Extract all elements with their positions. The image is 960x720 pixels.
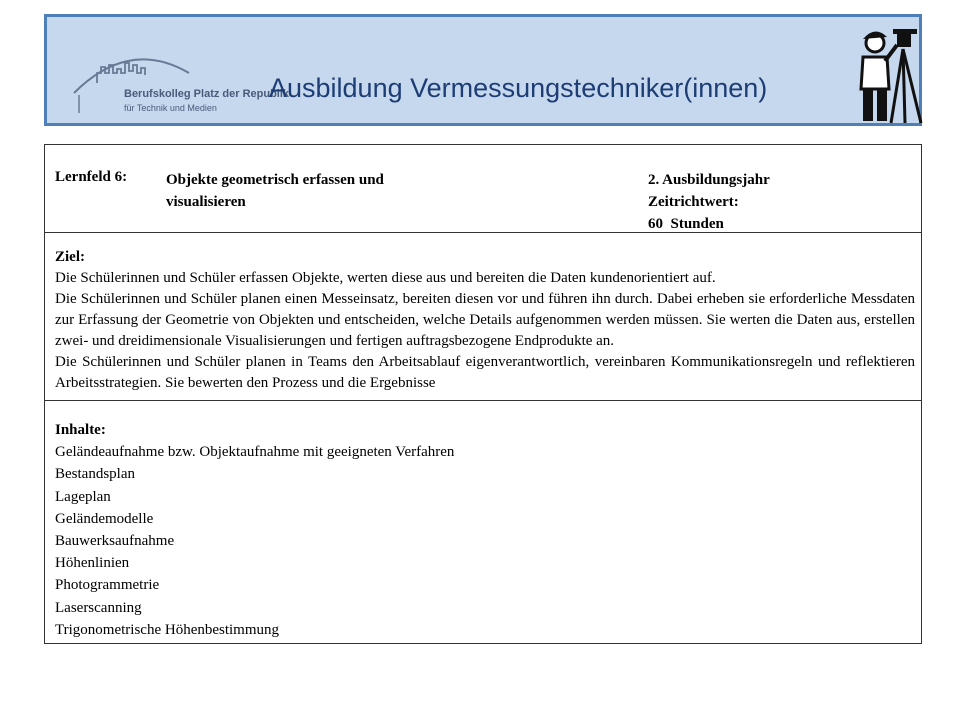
content-list-item: Lageplan	[55, 488, 111, 505]
training-year: 2. Ausbildungsjahr	[648, 172, 770, 188]
content-list-item: Trigonometrische Höhenbestimmung	[55, 621, 280, 638]
goal-paragraph: Die Schülerinnen und Schüler erfassen Objekte, werten diese aus und bereiten die Daten kundenorientiert auf.	[55, 270, 716, 286]
school-subtitle: für Technik und Medien	[124, 103, 217, 113]
goal-paragraph: Die Schülerinnen und Schüler planen in Teams den Arbeitsablauf eigenverantwortlich, vereinbaren Kommunikationsregeln und reflektieren Arbeitsstrategien. Sie bewerten den Prozess und die Ergebnisse	[55, 354, 915, 391]
goal-heading: Ziel:	[55, 249, 85, 265]
school-logo	[69, 43, 299, 123]
module-title-line: visualisieren	[166, 194, 246, 210]
school-name: Berufskolleg Platz der Republik	[124, 88, 290, 100]
module-label: Lernfeld 6:	[55, 169, 128, 185]
page-title: Ausbildung Vermessungstechniker(innen)	[269, 73, 768, 103]
module-title	[166, 169, 466, 213]
content-heading: Inhalte:	[55, 422, 106, 438]
module-meta	[648, 169, 770, 235]
content-list-item: Bestandsplan	[55, 466, 135, 483]
module-header-cell	[45, 145, 922, 233]
surveyor-icon	[847, 19, 927, 125]
content-list-item: Photogrammetrie	[55, 577, 160, 594]
time-value: 60 Stunden	[648, 216, 724, 232]
header-banner	[44, 14, 922, 126]
content-list-item: Geländemodelle	[55, 510, 154, 527]
time-label: Zeitrichtwert:	[648, 194, 739, 210]
content-list-item: Laserscanning	[55, 599, 142, 616]
content-cell	[45, 401, 922, 644]
module-title-line: Objekte geometrisch erfassen und	[166, 172, 384, 188]
curriculum-table	[44, 144, 922, 644]
content-list-item: Geländeaufnahme bzw. Objektaufnahme mit geeigneten Verfahren	[55, 444, 455, 461]
goal-paragraph: Die Schülerinnen und Schüler planen einen Messeinsatz, bereiten diesen vor und führen ihn durch. Dabei erheben sie erforderliche Messdaten zur Erfassung der Geometrie von Objekten und entscheiden, welche Details aufgenommen werden müssen. Sie werten die Daten aus, erstellen zwei- und dreidimensionale Visualisierungen und fertigen auftragsbezogene Endprodukte an.	[55, 291, 915, 349]
goal-cell	[45, 233, 922, 401]
content-list-item: Höhenlinien	[55, 555, 130, 572]
content-list-item: Bauwerksaufnahme	[55, 533, 175, 550]
